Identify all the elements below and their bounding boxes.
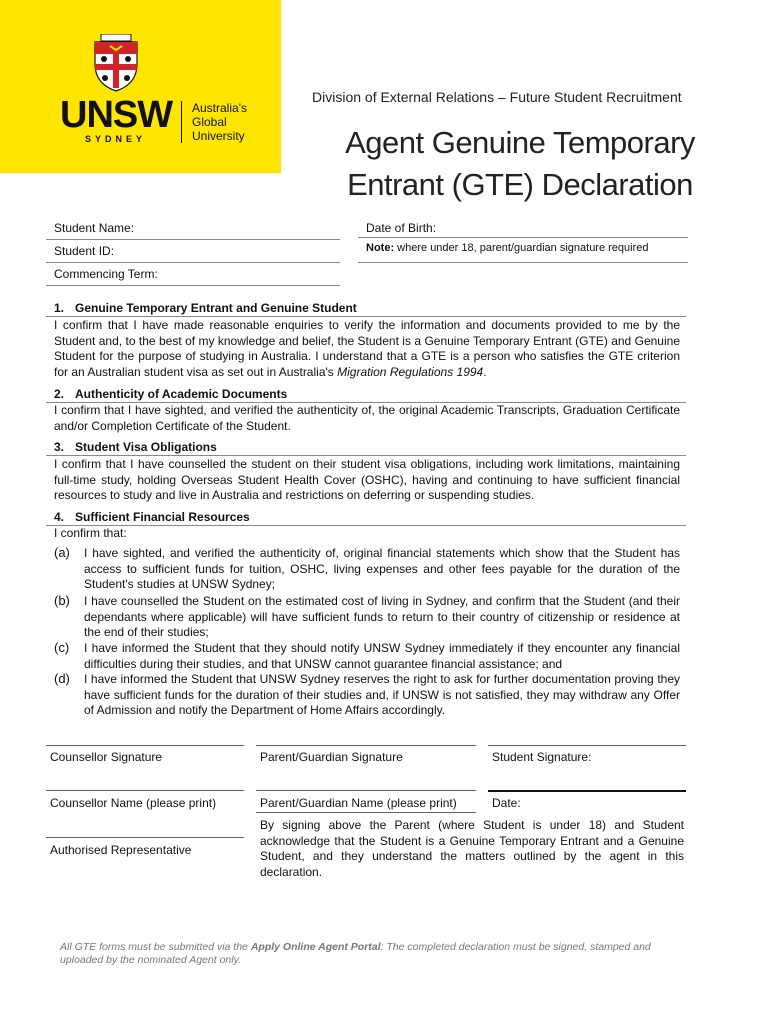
note-text: where under 18, parent/guardian signature required: [397, 242, 649, 254]
counsellor-signature-field[interactable]: Counsellor Signature: [50, 750, 163, 764]
section-number: 3.: [54, 440, 65, 454]
signature-line: [256, 745, 476, 746]
title-line-2: Entrant (GTE) Declaration: [347, 167, 693, 202]
signature-line: [256, 812, 476, 813]
footer-prefix: All GTE forms must be submitted via the: [60, 941, 248, 953]
item-mark: (a): [54, 545, 70, 560]
parent-name-field[interactable]: Parent/Guardian Name (please print): [260, 796, 457, 810]
divider-line: [358, 237, 688, 238]
unsw-logo: [0, 0, 281, 173]
unsw-crest-icon: [93, 34, 139, 92]
authorised-rep-field[interactable]: Authorised Representative: [50, 843, 192, 857]
item-mark: (c): [54, 640, 70, 655]
divider-line: [46, 239, 340, 240]
section-1-end: .: [483, 364, 487, 379]
item-mark: (b): [54, 593, 70, 608]
list-item: I have informed the Student that they should notify UNSW Sydney immediately if they encounter any financial difficulties during their studies, and that UNSW cannot guarantee financial assistance; and: [84, 641, 680, 671]
list-item: I have sighted, and verified the authenticity of, original financial statements which show that the Student has access to sufficient funds for tuition, OSHC, living expenses and other fees payable for the duration of the Student's studies at UNSW Sydney;: [84, 546, 680, 591]
signature-line: [46, 837, 244, 838]
unsw-city: SYDNEY: [85, 134, 147, 144]
section-title: Sufficient Financial Resources: [75, 510, 250, 524]
counsellor-name-field[interactable]: Counsellor Name (please print): [50, 796, 217, 810]
section-title: Genuine Temporary Entrant and Genuine Student: [75, 301, 357, 315]
section-number: 2.: [54, 387, 65, 401]
divider-line: [46, 262, 340, 263]
divider-line: [46, 316, 686, 317]
unsw-tagline: Australia's Global University: [192, 101, 247, 143]
logo-divider: [181, 101, 182, 143]
signature-line: [488, 790, 686, 792]
section-number: 4.: [54, 510, 65, 524]
section-1-heading: [54, 301, 357, 315]
student-name-field[interactable]: Student Name:: [54, 221, 135, 235]
signature-line: [46, 745, 244, 746]
divider-line: [46, 455, 686, 456]
list-item: I have counselled the Student on the estimated cost of living in Sydney, and confirm that the Student (and their dependants where applicable) will have sufficient funds to return to their country of citizenship or residence at the end of their studies;: [84, 594, 680, 639]
dob-field[interactable]: Date of Birth:: [366, 221, 437, 235]
section-2-body: I confirm that I have sighted, and verified the authenticity of, the original Academic Transcripts, Graduation Certificate and/or Completion Certificate of the Student.: [54, 403, 680, 433]
section-3-body: I confirm that I have counselled the student on their student visa obligations, including work limitations, maintaining full-time study, holding Overseas Student Health Cover (OSHC), having and continuing to have sufficient financial resources to study and live in Australia and restrictions on deferring or suspending studies.: [54, 457, 680, 502]
division-subtitle: Division of External Relations – Future Student Recruitment: [312, 89, 682, 105]
footer-note: [60, 941, 680, 967]
section-2-heading: [54, 387, 287, 401]
signature-line: [256, 790, 476, 791]
section-title: Student Visa Obligations: [75, 440, 217, 454]
section-3-heading: [54, 440, 217, 454]
parent-signature-field[interactable]: Parent/Guardian Signature: [260, 750, 403, 764]
footer-suffix: : The completed declaration must be signed, stamped and uploaded by the nominated Agent only.: [60, 941, 651, 966]
note-label: Note:: [366, 242, 395, 254]
signature-line: [46, 790, 244, 791]
page-title: [300, 122, 740, 206]
acknowledgement-text: By signing above the Parent (where Student is under 18) and Student acknowledge that the Student is a Genuine Temporary Entrant and a Genuine Student, and they understand the matters outlined by the agent in this declaration.: [260, 818, 684, 879]
section-1-text: I confirm that I have made reasonable enquiries to verify the information and documents provided to me by the Student and, to the best of my knowledge and belief, the Student is a Genuine Temporary Entrant (GTE) and Genuine Student for the purpose of studying in Australia. I understand that a GTE is a person who satisfies the GTE criterion for an Australian student visa as set out in Australia's: [54, 318, 680, 379]
agent-portal-link[interactable]: Apply Online Agent Portal: [250, 941, 381, 953]
list-item: I have informed the Student that UNSW Sydney reserves the right to ask for further documentation proving they have sufficient funds for the duration of their studies and, if UNSW is not satisfied, they may withdraw any Offer of Admission and notify the Department of Home Affairs accordingly.: [84, 672, 680, 717]
signature-line: [488, 745, 686, 746]
section-4-intro: I confirm that:: [54, 526, 127, 540]
section-title: Authenticity of Academic Documents: [75, 387, 288, 401]
section-number: 1.: [54, 301, 65, 315]
student-signature-field[interactable]: Student Signature:: [492, 750, 592, 764]
item-mark: (d): [54, 671, 70, 686]
commencing-term-field[interactable]: Commencing Term:: [54, 267, 158, 281]
divider-line: [46, 285, 340, 286]
title-line-1: Agent Genuine Temporary: [345, 125, 695, 160]
section-4-heading: [54, 510, 250, 524]
divider-line: [358, 262, 688, 263]
under18-note: [366, 242, 649, 254]
student-id-field[interactable]: Student ID:: [54, 244, 115, 258]
unsw-wordmark: UNSW: [60, 94, 173, 136]
date-field[interactable]: Date:: [492, 796, 521, 810]
section-1-body: [54, 318, 680, 380]
regulation-name: Migration Regulations 1994: [337, 364, 484, 379]
